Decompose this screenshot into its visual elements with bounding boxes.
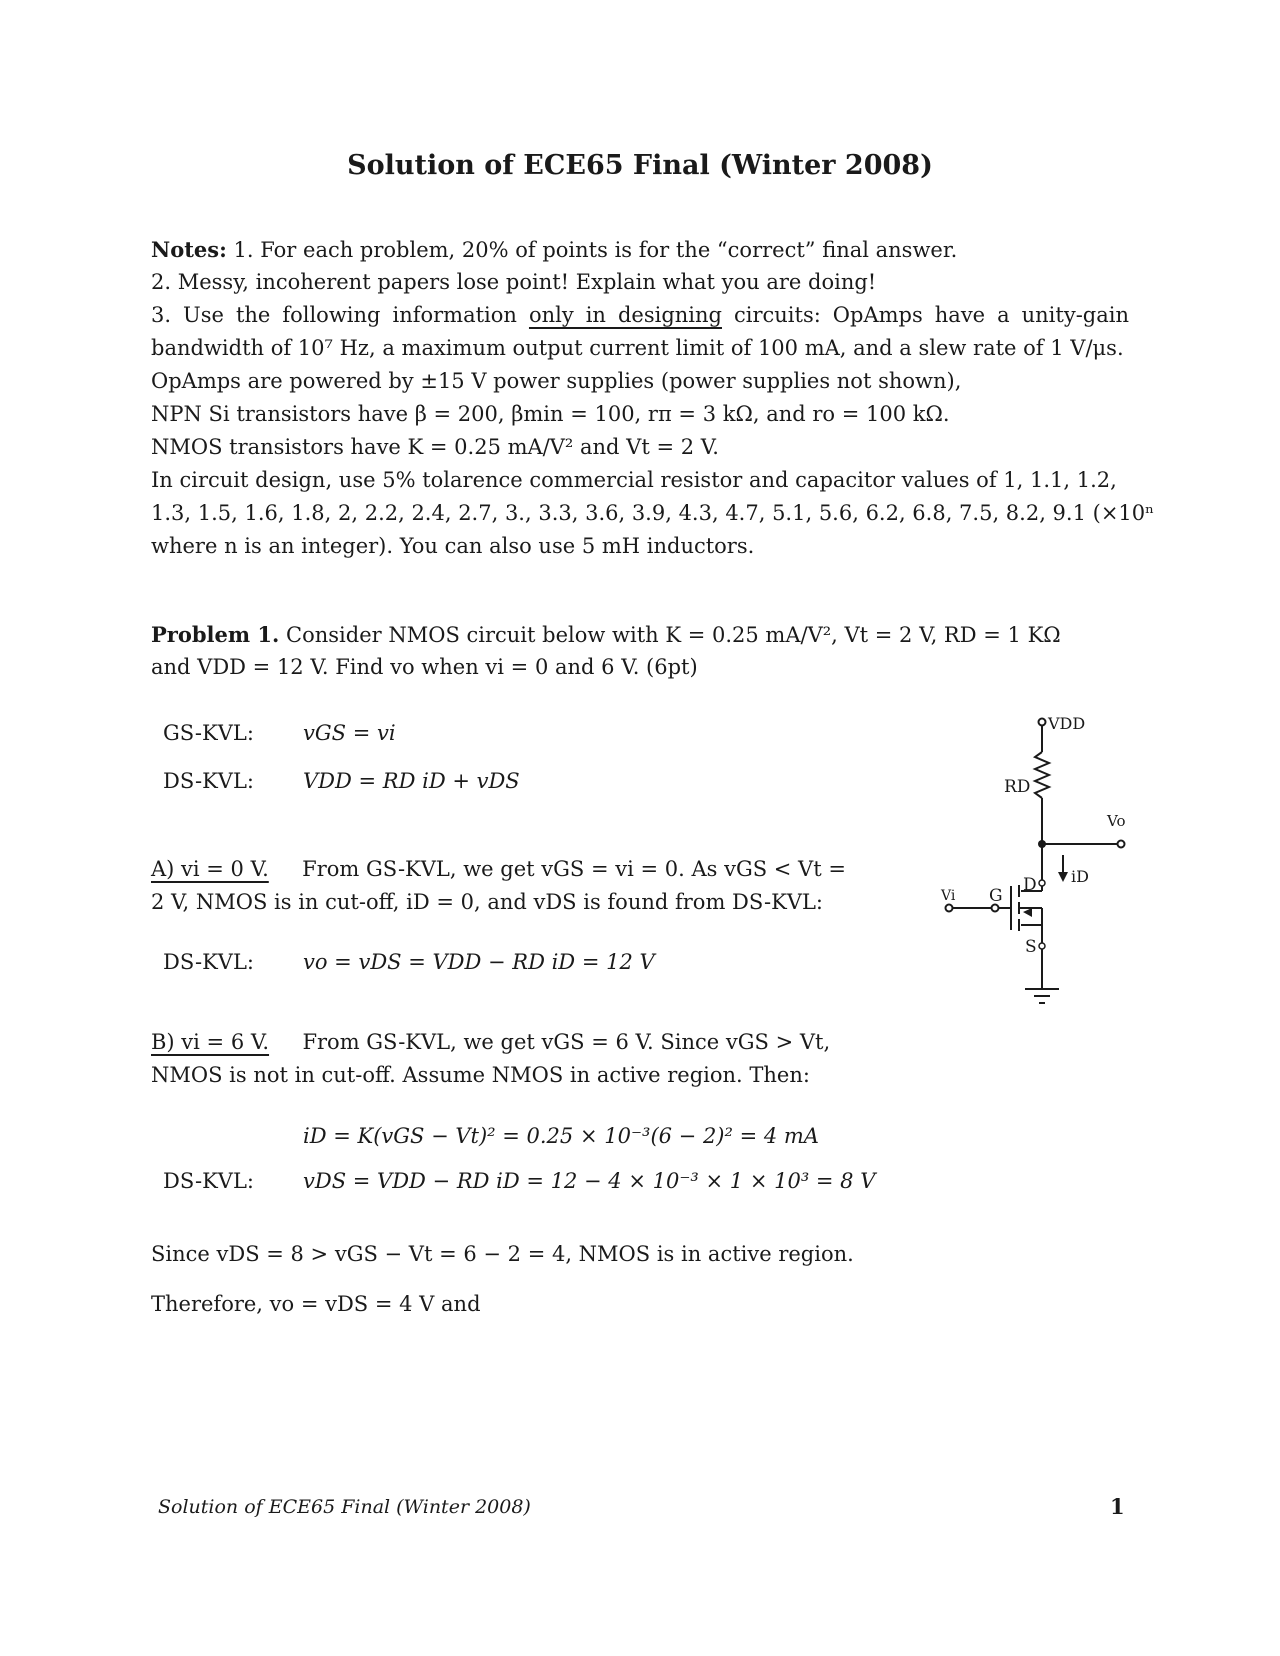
notes-line-3: 3. Use the following information only in designing circuits: OpAmps have a unity-gain [151, 303, 1130, 327]
problem-1-line-2: and VDD = 12 V. Find vo when vi = 0 and 6 V. (6pt) [151, 655, 698, 679]
vdd-terminal [1039, 719, 1046, 726]
gs-kvl-equation: vGS = vi [303, 721, 396, 745]
source-label: S [1025, 937, 1037, 957]
part-a-heading: A) vi = 0 V. [151, 857, 269, 881]
underlined-phrase: only in designing [528, 303, 722, 327]
part-b-heading: B) vi = 6 V. [151, 1030, 270, 1054]
page-title: Solution of ECE65 Final (Winter 2008) [347, 150, 933, 181]
vi-label: Vi [941, 888, 956, 904]
part-a-line-1: A) vi = 0 V. From GS-KVL, we get vGS = vi = 0. As vGS < Vt = [151, 857, 846, 881]
part-b-therefore: Therefore, vo = vDS = 4 V and [151, 1292, 481, 1316]
rd-resistor [1035, 752, 1049, 798]
notes-line-2: 2. Messy, incoherent papers lose point! Explain what you are doing! [151, 270, 877, 294]
notes-line-6: NPN Si transistors have β = 200, βmin = 100, rπ = 3 kΩ, and ro = 100 kΩ. [151, 402, 950, 426]
notes-section [151, 233, 1155, 563]
vi-terminal [946, 905, 953, 912]
gs-kvl-label: GS-KVL: [163, 721, 254, 745]
page-number: 1 [1110, 1494, 1125, 1519]
id-label: iD [1071, 867, 1089, 886]
notes-line-7: NMOS transistors have K = 0.25 mA/V² and Vt = 2 V. [151, 435, 719, 459]
part-b [151, 1026, 881, 1092]
part-a-ds-kvl-label: DS-KVL: [163, 950, 254, 974]
part-b-line-2: NMOS is not in cut-off. Assume NMOS in active region. Then: [151, 1063, 810, 1087]
notes-line-1: Notes: 1. For each problem, 20% of points is for the “correct” final answer. [151, 237, 958, 262]
vdd-label: VDD [1048, 714, 1086, 733]
ds-kvl-equation: VDD = RD iD + vDS [303, 769, 520, 793]
vo-terminal [1118, 841, 1125, 848]
gate-label: G [989, 886, 1003, 906]
part-a [151, 853, 881, 919]
footer-text: Solution of ECE65 Final (Winter 2008) [158, 1496, 531, 1518]
vo-label: Vo [1107, 812, 1126, 830]
notes-label: Notes: [151, 237, 227, 262]
part-b-line-1: B) vi = 6 V. From GS-KVL, we get vGS = 6 V. Since vGS > Vt, [151, 1030, 831, 1054]
part-a-ds-kvl-equation: vo = vDS = VDD − RD iD = 12 V [303, 950, 655, 974]
drain-label: D [1023, 875, 1037, 895]
notes-line-8: In circuit design, use 5% tolarence commercial resistor and capacitor values of 1, 1.1, 1.2, [151, 468, 1117, 492]
notes-line-5: OpAmps are powered by ±15 V power supplies (power supplies not shown), [151, 369, 962, 393]
part-b-since: Since vDS = 8 > vGS − Vt = 6 − 2 = 4, NMOS is in active region. [151, 1242, 854, 1266]
notes-line-10: where n is an integer). You can also use 5 mH inductors. [151, 534, 755, 558]
part-b-ds-kvl-label: DS-KVL: [163, 1169, 254, 1193]
notes-line-4: bandwidth of 10⁷ Hz, a maximum output current limit of 100 mA, and a slew rate of 1 V/μs. [151, 336, 1124, 360]
ds-kvl-label: DS-KVL: [163, 769, 254, 793]
problem-1-label: Problem 1. [151, 622, 280, 647]
rd-label: RD [1004, 777, 1031, 797]
problem-1-line-1: Problem 1. Consider NMOS circuit below with K = 0.25 mA/V², Vt = 2 V, RD = 1 KΩ [151, 622, 1061, 647]
part-a-line-2: 2 V, NMOS is in cut-off, iD = 0, and vDS is found from DS-KVL: [151, 890, 823, 914]
problem-1-statement [151, 618, 1129, 684]
nmos-circuit-diagram [915, 700, 1135, 1020]
notes-line-9: 1.3, 1.5, 1.6, 1.8, 2, 2.2, 2.4, 2.7, 3., 3.3, 3.6, 3.9, 4.3, 4.7, 5.1, 5.6, 6.2, 6.8, 7.5, 8.2, 9.1 (×10ⁿ [151, 501, 1155, 525]
part-b-id-equation: iD = K(vGS − Vt)² = 0.25 × 10⁻³(6 − 2)² = 4 mA [303, 1124, 819, 1148]
part-b-ds-kvl-equation: vDS = VDD − RD iD = 12 − 4 × 10⁻³ × 1 × 10³ = 8 V [303, 1169, 876, 1193]
